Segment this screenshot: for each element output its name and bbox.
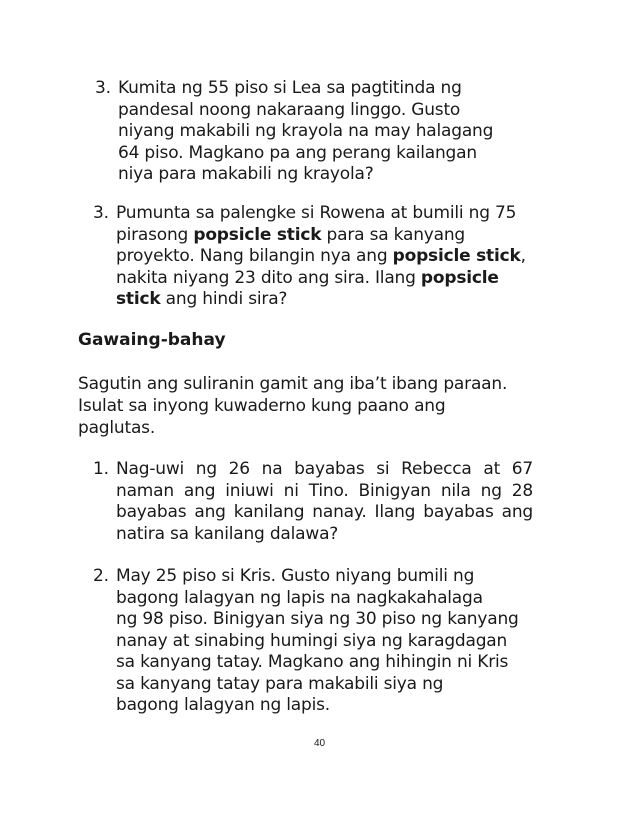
problem-text: May 25 piso si Kris. Gusto niyang bumili ng bagong lalagyan ng lapis na nagkakahalaga ng 98 piso. Binigyan siya ng 30 piso ng kanyang nanay at sinabing humingi siya ng karagdagan sa kanyang tatay. Magkano ang hihingin ni Kris sa kanyang tatay para makabili siya ng bagong lalagyan ng lapis. — [116, 566, 519, 715]
problem-text: Nag-uwi ng 26 na bayabas si Rebecca at 67 naman ang iniuwi ni Tino. Binigyan nila ng 28 bayabas ang kanilang nanay. Ilang bayabas ang natira sa kanilang dalawa? — [116, 459, 533, 544]
emphasis: popsicle stick — [193, 224, 322, 245]
section-heading: Gawaing-bahay — [78, 330, 226, 350]
problem-rebecca — [93, 459, 533, 545]
problem-text: Pumunta sa palengke si Rowena at bumili ng 75 pirasong popsicle stick para sa kanyang proyekto. Nang bilangin nya ang popsicle stick, nakita niyang 23 dito ang sira. Ilang popsicle stick ang hindi sira? — [116, 203, 526, 309]
problem-number: 1. — [93, 459, 109, 479]
problem-rowena — [93, 203, 538, 311]
emphasis: stick — [116, 289, 161, 309]
emphasis: popsicle stick — [392, 246, 521, 266]
problem-text: Kumita ng 55 piso si Lea sa pagtitinda ng pandesal noong nakaraang linggo. Gusto niyang makabili ng krayola na may halagang 64 piso. Magkano pa ang perang kailangan niya para makabili ng krayola? — [118, 78, 494, 184]
problem-lea — [95, 78, 535, 186]
section-instructions: Sagutin ang suliranin gamit ang iba’t ibang paraan. Isulat sa inyong kuwaderno kung paano ang paglutas. — [78, 374, 508, 438]
emphasis: popsicle — [420, 267, 499, 288]
problem-number: 3. — [95, 78, 111, 98]
problem-kris — [93, 566, 538, 717]
page-number: 40 — [313, 738, 326, 749]
problem-number: 3. — [93, 203, 109, 223]
problem-number: 2. — [93, 566, 109, 586]
